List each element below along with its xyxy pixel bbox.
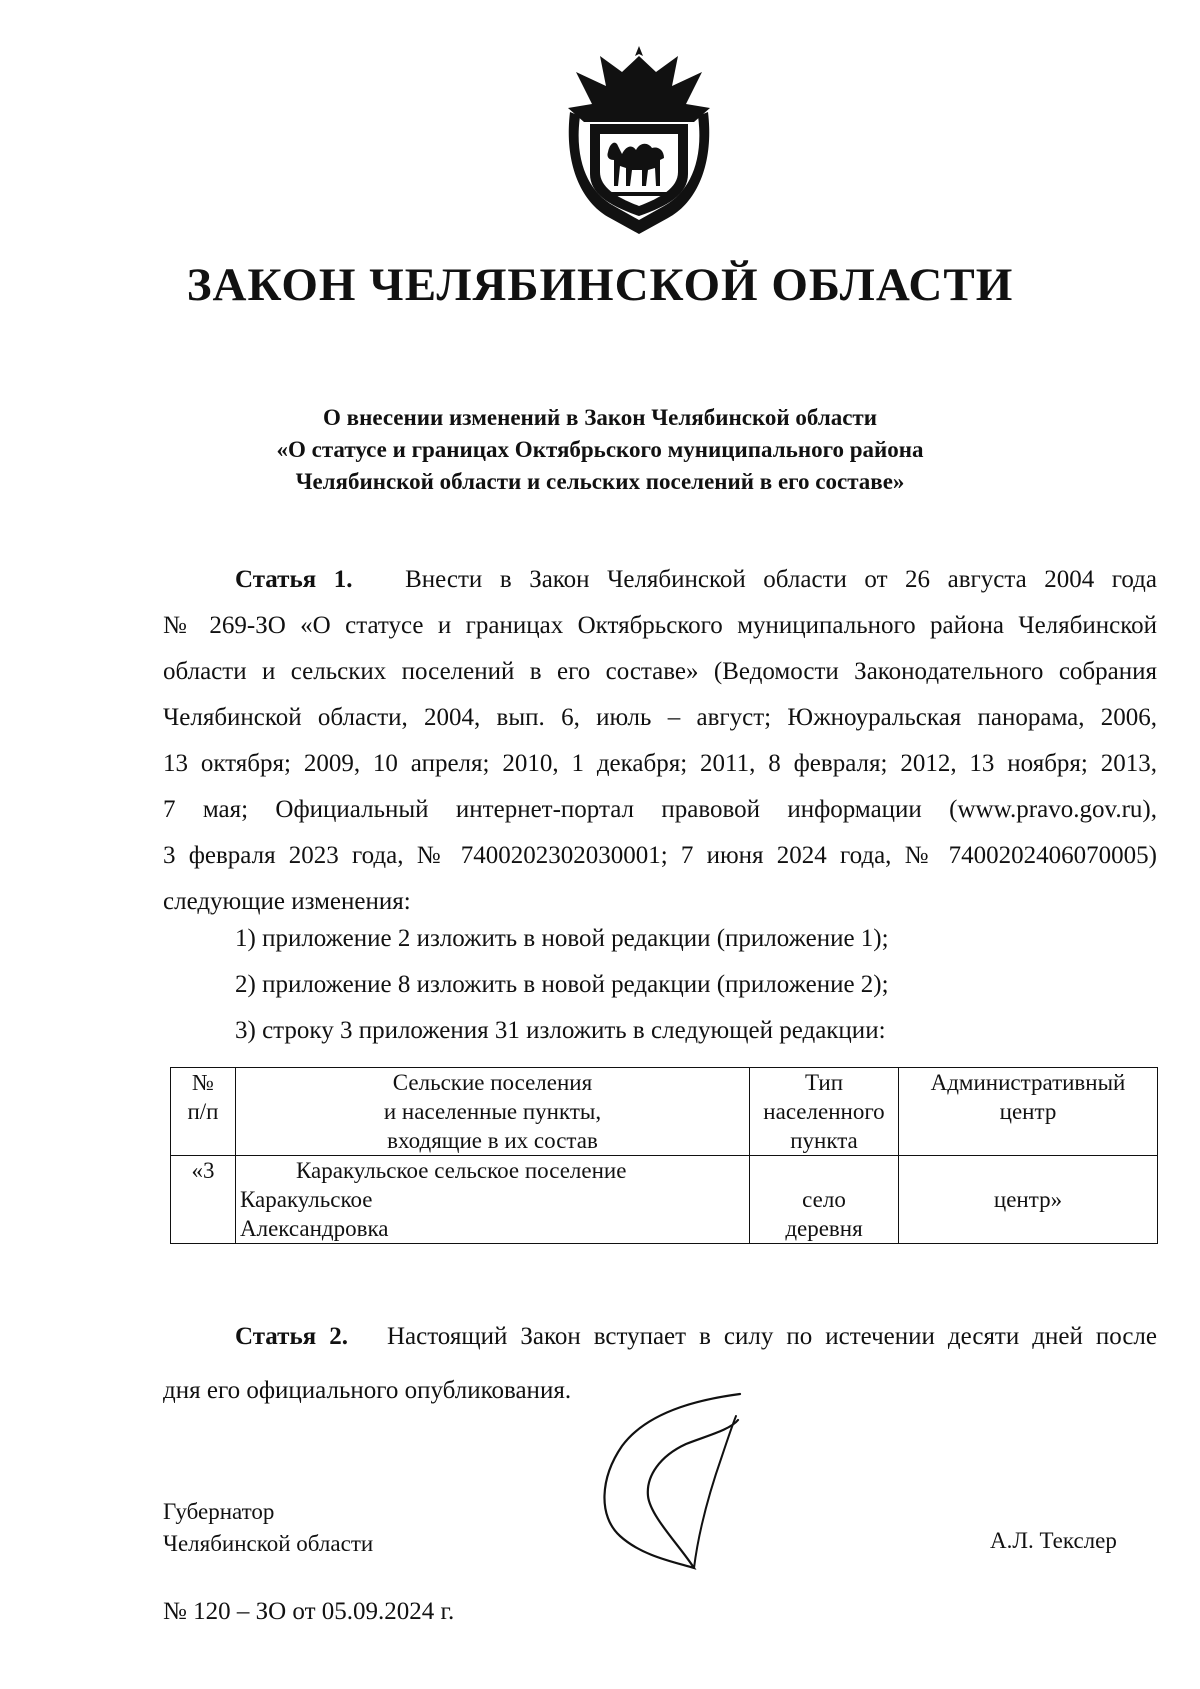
cell-type [750,1156,899,1244]
article-1-line: № 269-ЗО «О статусе и границах Октябрьского муниципального района Челябинской [163,612,1157,639]
table-header-row [171,1068,1158,1156]
amendment-item-2: 2) приложение 8 изложить в новой редакции (приложение 2); [235,971,889,998]
article-1-line: 3 февраля 2023 года, № 7400202302030001; 7 июня 2024 года, № 7400202406070005) [163,842,1157,869]
header-settlements [236,1068,750,1156]
table-row [171,1156,1158,1244]
header-text: пункта [790,1128,858,1153]
place-type: село [802,1187,846,1212]
header-type [750,1068,899,1156]
header-text: Тип [804,1070,844,1095]
subtitle-line: «О статусе и границах Октябрьского муниципального района [276,437,924,462]
cell-settlements [236,1156,750,1244]
article-1-line: 13 октября; 2009, 10 апреля; 2010, 1 декабря; 2011, 8 февраля; 2012, 13 ноября; 2013, [163,750,1157,777]
amendment-item-1: 1) приложение 2 изложить в новой редакции (приложение 1); [235,925,889,952]
settlement-title: Каракульское сельское поселение [296,1158,627,1183]
article-1-line: 7 мая; Официальный интернет-портал правовой информации (www.pravo.gov.ru), [163,796,1157,823]
place-type: деревня [785,1216,863,1241]
header-text: № [192,1070,214,1095]
article-1-text: Внести в Закон Челябинской области от 26 августа 2004 года [405,566,1157,593]
law-title: ЗАКОН ЧЕЛЯБИНСКОЙ ОБЛАСТИ [186,259,1014,311]
header-text: Административный [930,1070,1126,1095]
article-2-label: Статья 2. [235,1323,348,1350]
header-text: населенного [763,1099,885,1124]
header-text: п/п [187,1099,219,1124]
article-1-line: Челябинской области, 2004, вып. 6, июль – август; Южноуральская панорама, 2006, [163,704,1157,731]
header-text: и населенные пункты, [383,1099,602,1124]
amendment-item-3: 3) строку 3 приложения 31 изложить в следующей редакции: [235,1017,886,1044]
handwritten-signature [590,1386,760,1576]
governor-title [163,1496,373,1560]
article-1-label: Статья 1. [235,566,353,593]
place-name: Каракульское [240,1187,373,1212]
subtitle-line: Челябинской области и сельских поселений в его составе» [295,469,905,494]
governor-name: А.Л. Текслер [990,1528,1117,1553]
article-2-text: Настоящий Закон вступает в силу по истечении десяти дней после [386,1323,1157,1350]
article-2-first-line [163,1310,1157,1364]
header-text: Сельские поселения [392,1070,593,1095]
article-1 [163,557,1157,925]
place-name: Александровка [240,1216,389,1241]
article-1-first-line [163,557,1157,603]
subtitle-line: О внесении изменений в Закон Челябинской области [323,405,877,430]
header-admin-center [899,1068,1158,1156]
admin-center-value: центр» [993,1187,1063,1212]
article-1-line: следующие изменения: [163,888,411,915]
governor-title-line: Губернатор [163,1499,275,1524]
article-1-line: области и сельских поселений в его составе» (Ведомости Законодательного собрания [163,658,1157,685]
header-number [171,1068,236,1156]
article-2-line: дня его официального опубликования. [163,1377,572,1404]
law-number-date: № 120 – ЗО от 05.09.2024 г. [163,1598,455,1625]
header-text: входящие в их состав [387,1128,598,1153]
law-subtitle [150,402,1050,498]
amendment-table [170,1067,1158,1244]
header-text: центр [999,1099,1057,1124]
coat-of-arms-icon [560,42,718,236]
governor-title-line: Челябинской области [163,1531,374,1556]
cell-admin-center [899,1156,1158,1244]
cell-number: «3 [171,1156,236,1244]
